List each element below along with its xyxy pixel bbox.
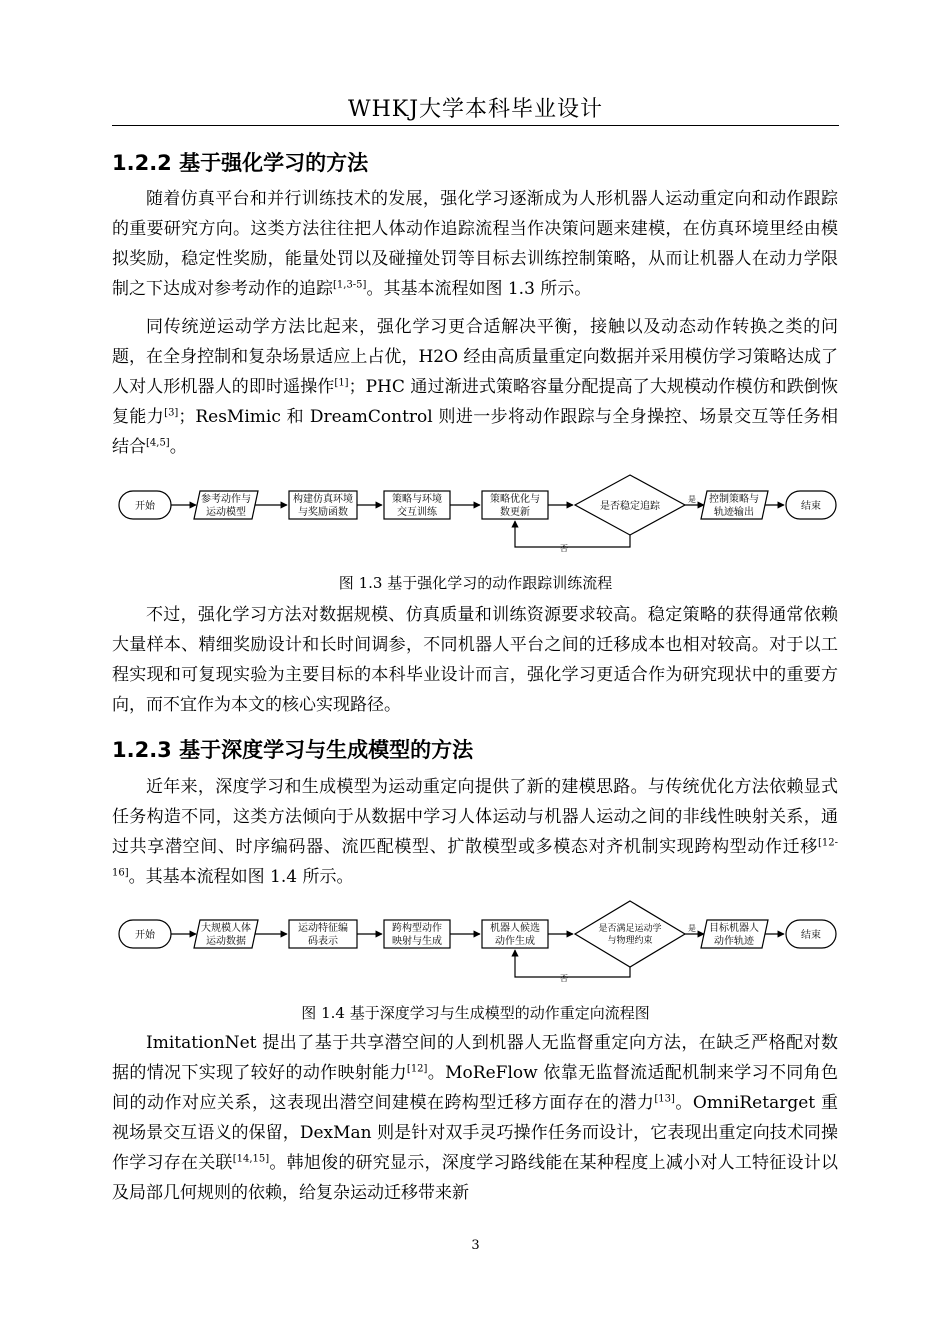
node-decision-constraint [575, 901, 685, 967]
edge-label-yes: 是 [688, 924, 696, 933]
header-rule [112, 125, 839, 126]
node-label: 开始 [135, 501, 155, 512]
node-label: 是否满足运动学 [598, 924, 662, 934]
paragraph-dl-intro: 近年来，深度学习和生成模型为运动重定向提供了新的建模思路。与传统优化方法依赖显式任务构造不同，这类方法倾向于从数据中学习人体运动与机器人运动之间的非线性映射关系，通过共享潜空间、时序编码器、流匹配模型、扩散模型或多模态对齐机制实现跨构型动作迁移[12-16]。其基本流程如图 1.4 所示。 [112, 777, 838, 887]
node-label: 策略与环境 [392, 494, 442, 505]
node-label: 是否稳定追踪 [600, 501, 660, 512]
section-heading-1-2-3: 1.2.3 基于深度学习与生成模型的方法 [112, 738, 474, 762]
node-label: 码表示 [308, 936, 338, 947]
node-label: 跨构型动作 [392, 923, 442, 934]
node-label: 运动数据 [206, 936, 246, 947]
node-label: 动作生成 [495, 936, 535, 947]
paragraph-rl-limitations: 不过，强化学习方法对数据规模、仿真质量和训练资源要求较高。稳定策略的获得通常依赖大量样本、精细奖励设计和长时间调参，不同机器人平台之间的迁移成本也相对较高。对于以工程实现和可复现实验为主要目标的本科毕业设计而言，强化学习更适合作为研究现状中的重要方向，而不宜作为本文的核心实现路径。 [112, 605, 838, 715]
running-header: WHKJ大学本科毕业设计 [347, 97, 604, 122]
paragraph-dl-methods: ImitationNet 提出了基于共享潜空间的人到机器人无监督重定向方法，在缺乏严格配对数据的情况下实现了较好的动作映射能力[12]。MoReFlow 依靠无监督流适配机制来学习不同角色间的动作对应关系，这表现出潜空间建模在跨构型迁移方面存在的潜力[13]。OmniRetarget 重视场景交互语义的保留，DexMan 则是针对双手灵巧操作任务而设计，它表现出重定向技术同操作学习存在关联[14,15]。韩旭俊的研究显示，深度学习路线能在某种程度上减小对人工特征设计以及局部几何规则的依赖，给复杂运动迁移带来新 [112, 1033, 839, 1203]
page-number: 3 [471, 1238, 480, 1253]
node-label: 结束 [801, 501, 821, 512]
figure-1-4-caption: 图 1.4 基于深度学习与生成模型的动作重定向流程图 [301, 1004, 650, 1022]
node-label: 开始 [135, 930, 155, 941]
edge-label-yes: 是 [688, 495, 696, 504]
node-label: 动作轨迹 [714, 936, 754, 947]
node-label: 控制策略与 [709, 494, 759, 505]
node-label: 运动特征编 [298, 923, 348, 934]
node-label: 与奖励函数 [298, 507, 348, 518]
paragraph-rl-intro: 随着仿真平台和并行训练技术的发展，强化学习逐渐成为人形机器人运动重定向和动作跟踪的重要研究方向。这类方法往往把人体动作追踪流程当作决策问题来建模，在仿真环境里经由模拟奖励，稳定性奖励，能量处罚以及碰撞处罚等目标去训练控制策略，从而让机器人在动力学限制之下达成对参考动作的追踪[1,3-5]。其基本流程如图 1.3 所示。 [112, 189, 838, 299]
node-label: 结束 [801, 930, 821, 941]
node-label: 轨迹输出 [714, 507, 754, 518]
node-label: 运动模型 [206, 507, 246, 518]
node-label: 与物理约束 [607, 936, 653, 946]
node-label: 数更新 [500, 507, 530, 518]
node-label: 大规模人体 [201, 923, 251, 934]
edge-label-no: 否 [560, 544, 568, 553]
node-label: 构建仿真环境 [293, 494, 353, 505]
node-label: 机器人候选 [490, 923, 540, 934]
node-label: 目标机器人 [709, 923, 759, 934]
node-label: 映射与生成 [392, 936, 442, 947]
figure-1-3-caption: 图 1.3 基于强化学习的动作跟踪训练流程 [338, 574, 613, 592]
figure-1-3-flowchart [112, 470, 839, 560]
node-label: 策略优化与 [490, 494, 540, 505]
edge-label-no: 否 [560, 974, 568, 983]
figure-1-4-flowchart [112, 896, 839, 986]
section-heading-1-2-2: 1.2.2 基于强化学习的方法 [112, 151, 369, 175]
node-label: 参考动作与 [201, 494, 251, 505]
node-label: 交互训练 [397, 507, 437, 518]
paragraph-rl-advantages: 同传统逆运动学方法比起来，强化学习更合适解决平衡，接触以及动态动作转换之类的问题，在全身控制和复杂场景适应上占优，H2O 经由高质量重定向数据并采用模仿学习策略达成了人对人形机器人的即时遥操作[1]；PHC 通过渐进式策略容量分配提高了大规模动作模仿和跌倒恢复能力[3]；ResMimic 和 DreamControl 则进一步将动作跟踪与全身操控、场景交互等任务相结合[4,5]。 [112, 317, 838, 457]
